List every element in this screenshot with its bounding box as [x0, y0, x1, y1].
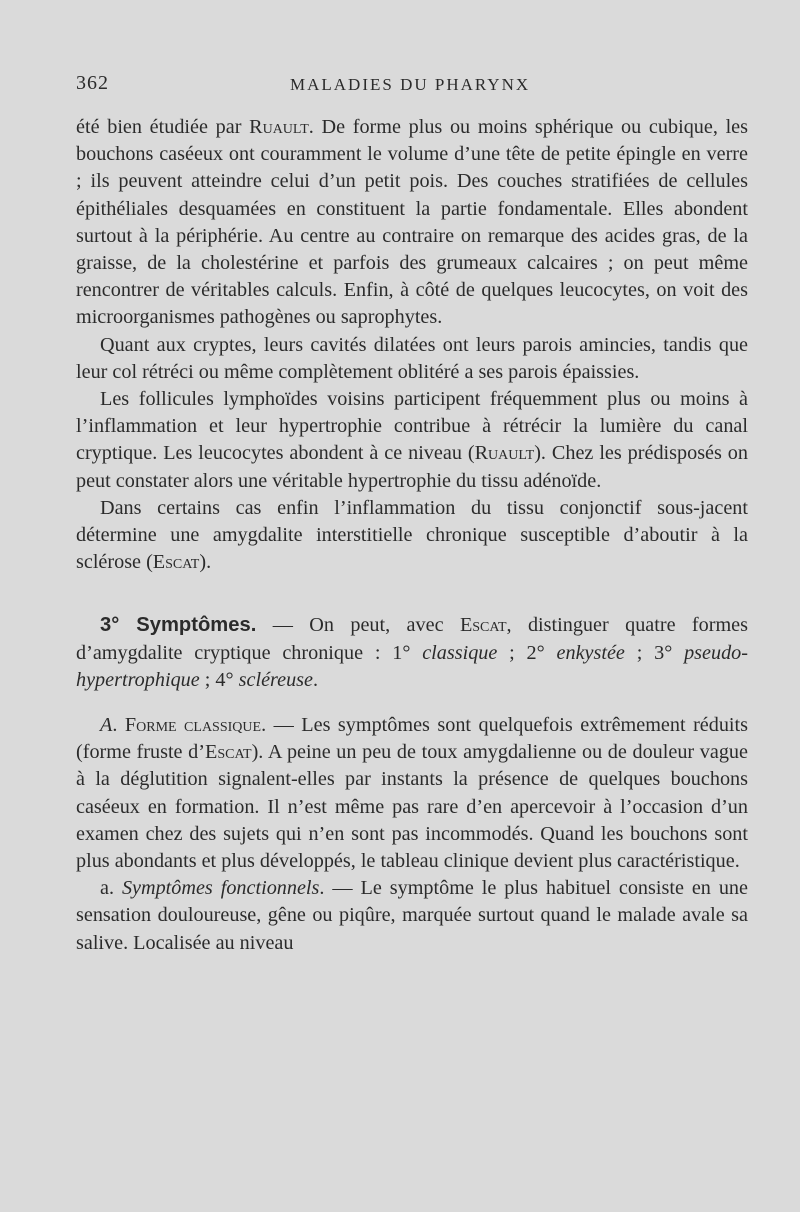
running-head — [76, 72, 748, 100]
paragraph: été bien étudiée par Ruault. De forme plus ou moins sphérique ou cubique, les bouchons caséeux ont couramment le volume d’une tête de petite épingle en verre ; ils peuvent atteindre celui d’un petit pois. Des couches stratifiées de cellules épithéliales desquamées en constituent la partie fondamentale. Elles abondent surtout à la périphérie. Au centre au contraire on remarque des acides gras, de la graisse, de la cholestérine et parfois des grumeaux calcaires ; on peut même rencontrer de véritables calculs. Enfin, à côté de quelques leucocytes, on voit des microorganismes pathogènes ou saprophytes. — [76, 116, 748, 329]
body-text — [76, 114, 748, 957]
paragraph: A. Forme classique. — Les symptômes sont quelquefois extrêmement réduits (forme fruste d’Escat). A peine un peu de toux amygdalienne ou de douleur vague à la déglutition signalent-elles par instants la présence de quelques bouchons caséeux en formation. Il n’est même pas rare d’en apercevoir à l’occasion d’un examen chez des sujets qui n’en sont pas incommodés. Quand les bouchons sont plus abondants et plus développés, le tableau clinique devient plus caractéristique. — [76, 714, 749, 873]
form-name: scléreuse — [238, 668, 314, 691]
running-title: MALADIES DU PHARYNX — [290, 75, 531, 94]
paragraph: Quant aux cryptes, leurs cavités dilatées ont leurs parois amincies, tandis que leur col rétréci ou même complètement oblitéré a ses parois épaissies. — [76, 333, 748, 383]
section-number: 3° — [100, 614, 137, 637]
subsection-letter: A — [100, 714, 113, 737]
paragraph: Dans certains cas enfin l’inflammation du tissu conjonctif sous-jacent détermine une amygdalite interstitielle chronique susceptible d’aboutir à la sclérose (Escat). — [76, 496, 748, 574]
author-name: Ruault — [249, 116, 309, 138]
item-heading: Symptômes fonctionnels — [121, 877, 320, 900]
page-number: 362 — [76, 72, 109, 94]
section-paragraph: 3° Symptômes. — On peut, avec Escat, distinguer quatre formes d’amygdalite cryptique chronique : 1° classique ; 2° enkystée ; 3° pseudo-hypertrophique ; 4° scléreuse. — [76, 614, 748, 691]
author-name: Escat — [152, 551, 200, 574]
author-name: Escat — [459, 614, 507, 637]
form-name: enkystée — [556, 641, 625, 664]
form-name: classique — [422, 641, 498, 664]
author-name: Ruault — [474, 442, 535, 465]
subsection-heading: Forme classique — [124, 714, 262, 737]
paragraph: Les follicules lymphoïdes voisins participent fréquemment plus ou moins à l’inflammation et leur hypertrophie contribue à rétrécir la lumière du canal cryptique. Les leucocytes abondent à ce niveau (Ruault). Chez les prédisposés on peut constater alors une véritable hypertrophie du tissu adénoïde. — [76, 388, 748, 492]
item-label: a. — [100, 877, 122, 900]
form-name: pseudo-hypertrophique — [76, 641, 748, 691]
author-name: Escat — [204, 741, 252, 764]
paragraph: a. Symptômes fonctionnels. — Le symptôme le plus habituel consiste en une sensation douloureuse, gêne ou piqûre, marquée surtout quand le malade avale sa salive. Localisée au niveau — [76, 877, 748, 954]
section-title: Symptômes. — [136, 614, 257, 637]
